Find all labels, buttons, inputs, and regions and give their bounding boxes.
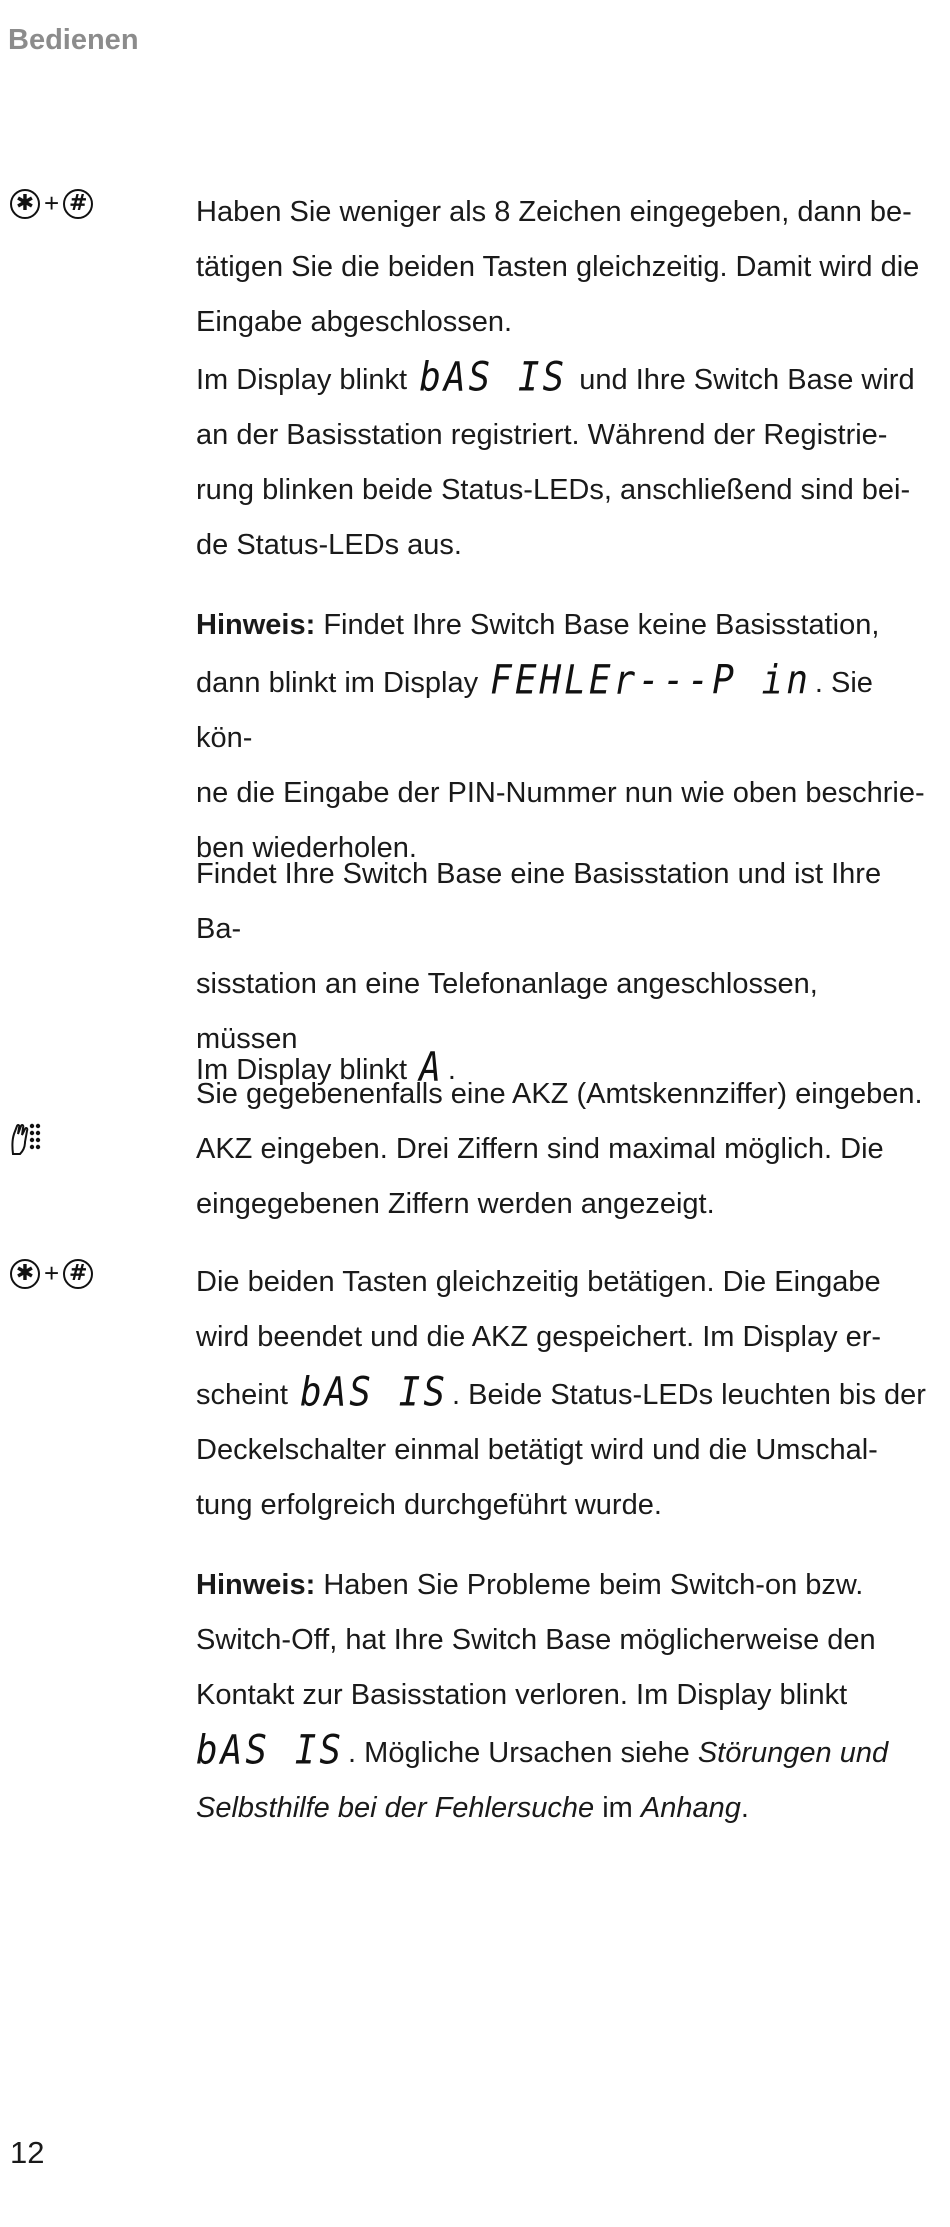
text-line: Hinweis: Findet Ihre Switch Base keine Basisstation, — [196, 609, 880, 641]
text-line: Sie gegebenenfalls eine AKZ (Amtskennziffer) eingeben. — [196, 1078, 923, 1110]
text-line: sisstation an eine Telefonanlage angeschlossen, müssen — [196, 968, 818, 1055]
text-line: dann blinkt im Display FEHLEr---P in . Sie kön- — [196, 653, 926, 766]
text-line: scheint bAS IS . Beide Status-LEDs leuchten bis der — [196, 1365, 926, 1423]
text-line: Selbsthilfe bei der Fehlersuche im Anhang. — [196, 1792, 749, 1824]
text-line: Haben Sie weniger als 8 Zeichen eingegeben, dann be- — [196, 196, 912, 228]
hash-key-icon: # — [63, 189, 93, 219]
hint-label: Hinweis: — [196, 609, 316, 641]
text-line: an der Basisstation registriert. Während der Registrie- — [196, 419, 888, 451]
section-pin-confirm — [196, 185, 926, 573]
star-hash-keys — [10, 1258, 93, 1289]
keypad-input-icon — [10, 1120, 44, 1165]
text-line: Im Display blinkt bAS IS und Ihre Switch Base wird — [196, 350, 926, 408]
hash-key-icon: # — [63, 1259, 93, 1289]
text-line: Hinweis: Haben Sie Probleme beim Switch-on bzw. — [196, 1569, 864, 1601]
hint-no-base — [196, 598, 926, 876]
star-hash-keys — [10, 188, 93, 219]
text-line: Im Display blinkt A . — [196, 1040, 926, 1098]
section-save-akz — [196, 1255, 926, 1533]
text-line: bAS IS . Mögliche Ursachen siehe Störungen und — [196, 1723, 926, 1781]
text-line: tung erfolgreich durchgeführt wurde. — [196, 1489, 662, 1521]
text-line: rung blinken beide Status-LEDs, anschließend sind bei- — [196, 474, 911, 506]
star-key-icon: ✱ — [10, 189, 40, 219]
lcd-display-basis: bAS IS — [299, 1369, 448, 1416]
lcd-display-a: A — [419, 1044, 444, 1091]
text-line: Eingabe abgeschlossen. — [196, 306, 513, 338]
page-number: 12 — [10, 2135, 45, 2170]
text-line: Findet Ihre Switch Base eine Basisstation und ist Ihre Ba- — [196, 858, 882, 945]
star-key-icon: ✱ — [10, 1259, 40, 1289]
hint-connection-lost — [196, 1558, 926, 1836]
text-line: de Status-LEDs aus. — [196, 529, 462, 561]
lcd-display-basis: bAS IS — [419, 354, 568, 401]
lcd-display-basis: bAS IS — [196, 1727, 345, 1774]
text-line: ben wiederholen. — [196, 832, 417, 864]
text-line: eingegebenen Ziffern werden angezeigt. — [196, 1188, 715, 1220]
text-line: Kontakt zur Basisstation verloren. Im Display blinkt — [196, 1679, 848, 1711]
text-line: Die beiden Tasten gleichzeitig betätigen. Die Eingabe — [196, 1266, 881, 1298]
plus-sign: + — [44, 1258, 60, 1288]
paragraph-display-a — [196, 1040, 926, 1098]
text-line: Deckelschalter einmal betätigt wird und die Umschal- — [196, 1434, 878, 1466]
text-line: ne die Eingabe der PIN-Nummer nun wie oben beschrie- — [196, 777, 925, 809]
text-line: Switch-Off, hat Ihre Switch Base möglicherweise den — [196, 1624, 876, 1656]
text-line: tätigen Sie die beiden Tasten gleichzeitig. Damit wird die — [196, 251, 920, 283]
text-line: wird beendet und die AKZ gespeichert. Im Display er- — [196, 1321, 882, 1353]
hint-label: Hinweis: — [196, 1569, 316, 1601]
plus-sign: + — [44, 188, 60, 218]
lcd-display-fehler: FEHLEr---P in — [490, 657, 811, 704]
section-enter-akz — [196, 1122, 926, 1232]
text-line: AKZ eingeben. Drei Ziffern sind maximal möglich. Die — [196, 1133, 884, 1165]
page-header: Bedienen — [8, 24, 139, 56]
